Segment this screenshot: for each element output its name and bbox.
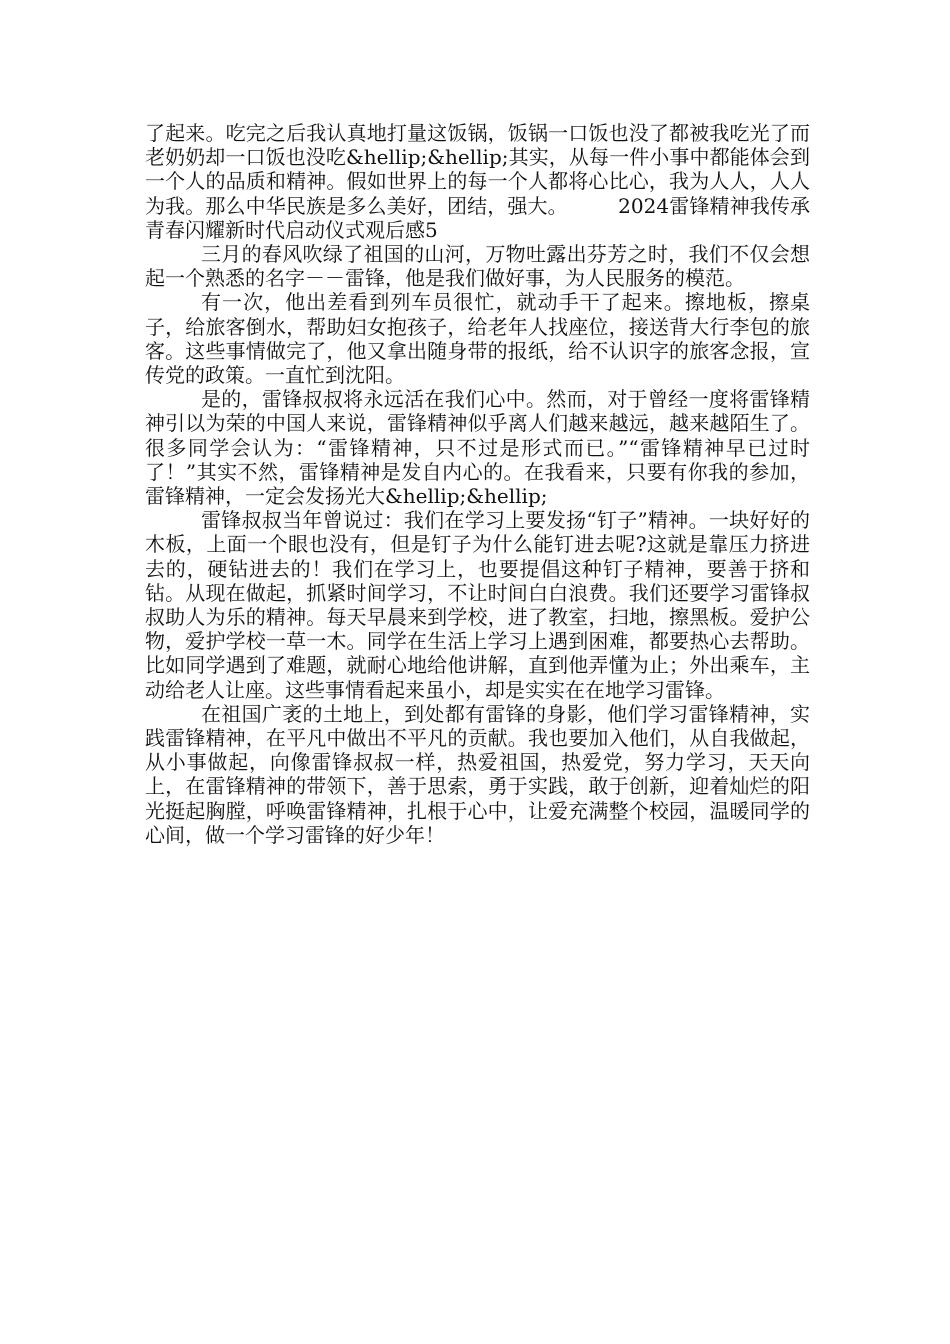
paragraph-spirit-lives: 是的，雷锋叔叔将永远活在我们心中。然而，对于曾经一度将雷锋精神引以为荣的中国人来说，雷锋精神似乎离人们越来越远，越来越陌生了。很多同学会认为：“雷锋精神，只不过是形式而已。”“雷锋精神早已过时了！”其实不然，雷锋精神是发自内心的。在我看来，只要有你我的参加，雷锋精神，一定会发扬光大&hellip;&hellip; xyxy=(145,387,810,509)
paragraph-train-story: 有一次，他出差看到列车员很忙，就动手干了起来。擦地板，擦桌子，给旅客倒水，帮助妇女抱孩子，给老年人找座位，接送背大行李包的旅客。这些事情做完了，他又拿出随身带的报纸，给不认识字的旅客念报，宣传党的政策。一直忙到沈阳。 xyxy=(145,290,810,388)
paragraph-spring-wind: 三月的春风吹绿了祖国的山河，万物吐露出芬芳之时，我们不仅会想起一个熟悉的名字－－雷锋，他是我们做好事，为人民服务的模范。 xyxy=(145,242,810,291)
document-body xyxy=(145,121,810,847)
paragraph-continuation: 了起来。吃完之后我认真地打量这饭锅，饭锅一口饭也没了都被我吃光了而老奶奶却一口饭也没吃&hellip;&hellip;其实，从每一件小事中都能体会到一个人的品质和精神。假如世界上的每一个人都将心比心，我为人人，人人为我。那么中华民族是多么美好，团结，强大。 2024雷锋精神我传承青春闪耀新时代启动仪式观后感5 xyxy=(145,121,810,242)
paragraph-nail-spirit: 雷锋叔叔当年曾说过：我们在学习上要发扬“钉子”精神。一块好好的木板，上面一个眼也没有，但是钉子为什么能钉进去呢?这就是靠压力挤进去的，硬钻进去的！我们在学习上，也要提倡这种钉子精神，要善于挤和钻。从现在做起，抓紧时间学习，不让时间白白浪费。我们还要学习雷锋叔叔助人为乐的精神。每天早晨来到学校，进了教室，扫地，擦黑板。爱护公物，爱护学校一草一木。同学在生活上学习上遇到困难，都要热心去帮助。比如同学遇到了难题，就耐心地给他讲解，直到他弄懂为止；外出乘车，主动给老人让座。这些事情看起来虽小，却是实实在在地学习雷锋。 xyxy=(145,508,810,702)
paragraph-conclusion: 在祖国广袤的土地上，到处都有雷锋的身影，他们学习雷锋精神，实践雷锋精神，在平凡中做出不平凡的贡献。我也要加入他们，从自我做起，从小事做起，向像雷锋叔叔一样，热爱祖国，热爱党，努力学习，天天向上，在雷锋精神的带领下，善于思索，勇于实践，敢于创新，迎着灿烂的阳光挺起胸膛，呼唤雷锋精神，扎根于心中，让爱充满整个校园，温暖同学的心间，做一个学习雷锋的好少年！ xyxy=(145,701,810,847)
